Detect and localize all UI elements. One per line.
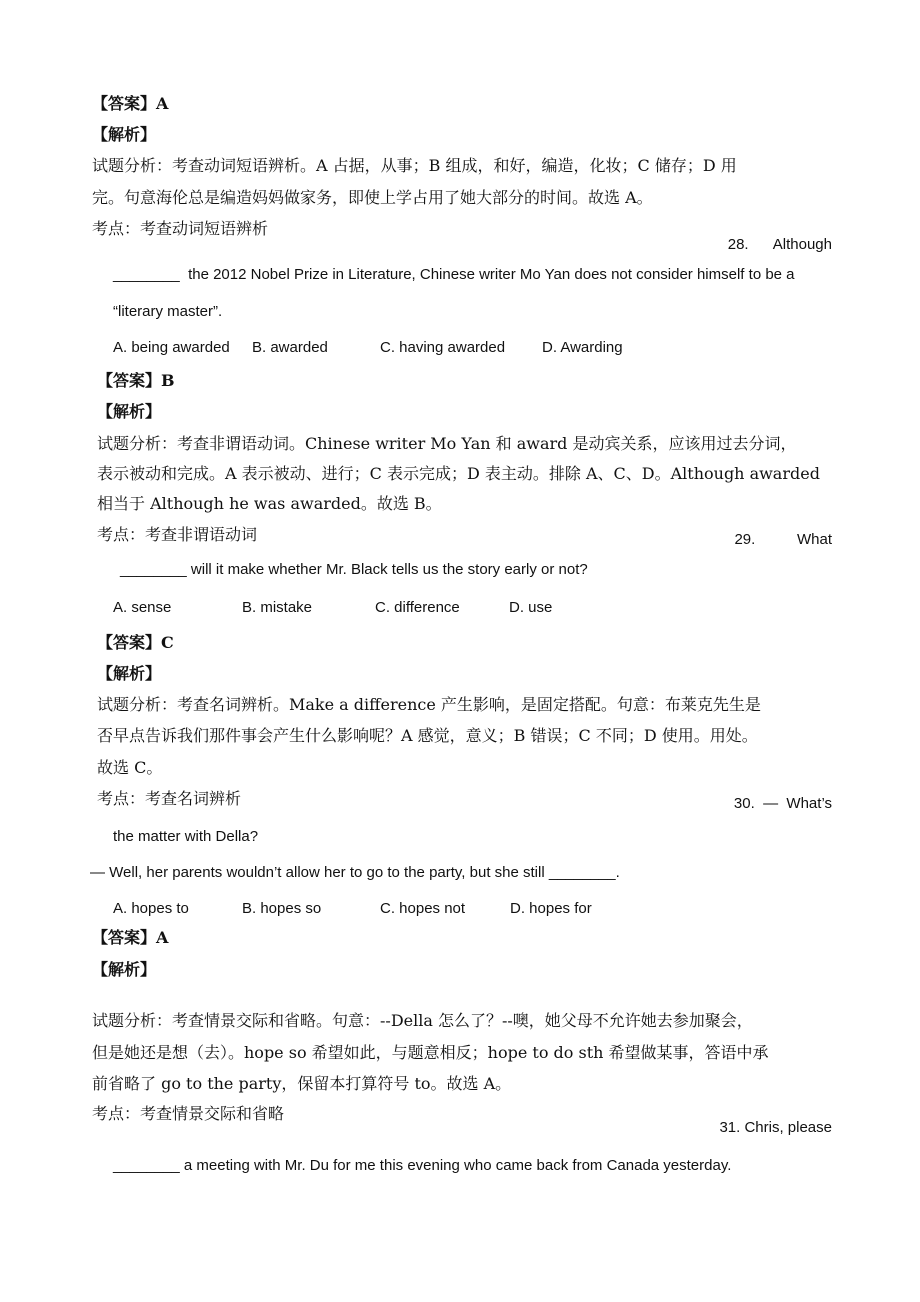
q28-option-d: D. Awarding (542, 339, 623, 356)
q28-point: 考点：考查非谓语动词 (97, 525, 258, 544)
q27-point: 考点：考查动词短语辨析 (92, 219, 269, 238)
q30-analysis-label: 【解析】 (92, 960, 157, 979)
q29-option-c: C. difference (375, 599, 460, 616)
q28-option-c: C. having awarded (380, 339, 506, 356)
q29-analysis-label: 【解析】 (97, 664, 162, 683)
q28-analysis-label: 【解析】 (97, 402, 162, 421)
q28-stem-line-1: ________ the 2012 Nobel Prize in Literature, Chinese writer Mo Yan does not consider himself to be a (113, 266, 795, 283)
q29-option-a: A. sense (113, 599, 172, 616)
q28-analysis-line-2: 表示被动和完成。A 表示被动、进行；C 表示完成；D 表主动。排除 A、C、D。Although awarded (97, 464, 820, 483)
q30-option-d: D. hopes for (510, 900, 592, 917)
q30-stem-head: 30. — What’s (733, 795, 832, 812)
q27-answer: 【答案】A (92, 94, 169, 113)
q30-stem-line-2: — Well, her parents wouldn’t allow her to go to the party, but she still ________. (90, 864, 620, 881)
q28-option-a: A. being awarded (113, 339, 230, 356)
q30-option-c: C. hopes not (380, 900, 466, 917)
q28-answer: 【答案】B (97, 371, 175, 390)
q28-analysis-line-1: 试题分析：考查非谓语动词。Chinese writer Mo Yan 和 award 是动宾关系，应该用过去分词， (97, 434, 797, 453)
q30-analysis-line-3: 前省略了 go to the party，保留本打算符号 to。故选 A。 (92, 1074, 512, 1093)
q30-stem-line-1: the matter with Della? (113, 828, 259, 845)
q29-option-b: B. mistake (242, 599, 313, 616)
q31-stem-head: 31. Chris, please (719, 1119, 832, 1136)
q28-stem-head: 28. Although (727, 236, 832, 253)
q29-analysis-line-2: 否早点告诉我们那件事会产生什么影响呢？A 感觉，意义；B 错误；C 不同；D 使用。用处。 (97, 726, 758, 745)
q29-stem-head: 29. What (734, 531, 832, 548)
q27-analysis-label: 【解析】 (92, 125, 157, 144)
q28-analysis-line-3: 相当于 Although he was awarded。故选 B。 (97, 494, 442, 513)
q30-analysis-line-1: 试题分析：考查情景交际和省略。句意：--Della 怎么了？--噢，她父母不允许她去参加聚会， (92, 1011, 753, 1030)
q29-answer: 【答案】C (97, 633, 174, 652)
q31-stem-line-1: ________ a meeting with Mr. Du for me this evening who came back from Canada yesterday. (113, 1157, 732, 1174)
q30-analysis-line-2: 但是她还是想（去）。hope so 希望如此，与题意相反；hope to do sth 希望做某事，答语中承 (92, 1043, 769, 1062)
q29-analysis-line-1: 试题分析：考查名词辨析。Make a difference 产生影响，是固定搭配。句意：布莱克先生是 (97, 695, 761, 714)
q27-analysis-line-1: 试题分析：考查动词短语辨析。A 占据，从事；B 组成，和好，编造，化妆；C 储存；D 用 (92, 156, 737, 175)
q29-point: 考点：考查名词辨析 (97, 789, 242, 808)
q27-analysis-line-2: 完。句意海伦总是编造妈妈做家务，即使上学占用了她大部分的时间。故选 A。 (92, 188, 653, 207)
q30-answer: 【答案】A (92, 928, 169, 947)
q29-stem-line-1: ________ will it make whether Mr. Black tells us the story early or not? (120, 561, 588, 578)
q29-analysis-line-3: 故选 C。 (97, 758, 163, 777)
q28-option-b: B. awarded (252, 339, 328, 356)
q29-option-d: D. use (509, 599, 553, 616)
q30-point: 考点：考查情景交际和省略 (92, 1104, 285, 1123)
q30-option-a: A. hopes to (113, 900, 189, 917)
q30-option-b: B. hopes so (242, 900, 322, 917)
q28-stem-line-2: “literary master”. (113, 303, 223, 320)
